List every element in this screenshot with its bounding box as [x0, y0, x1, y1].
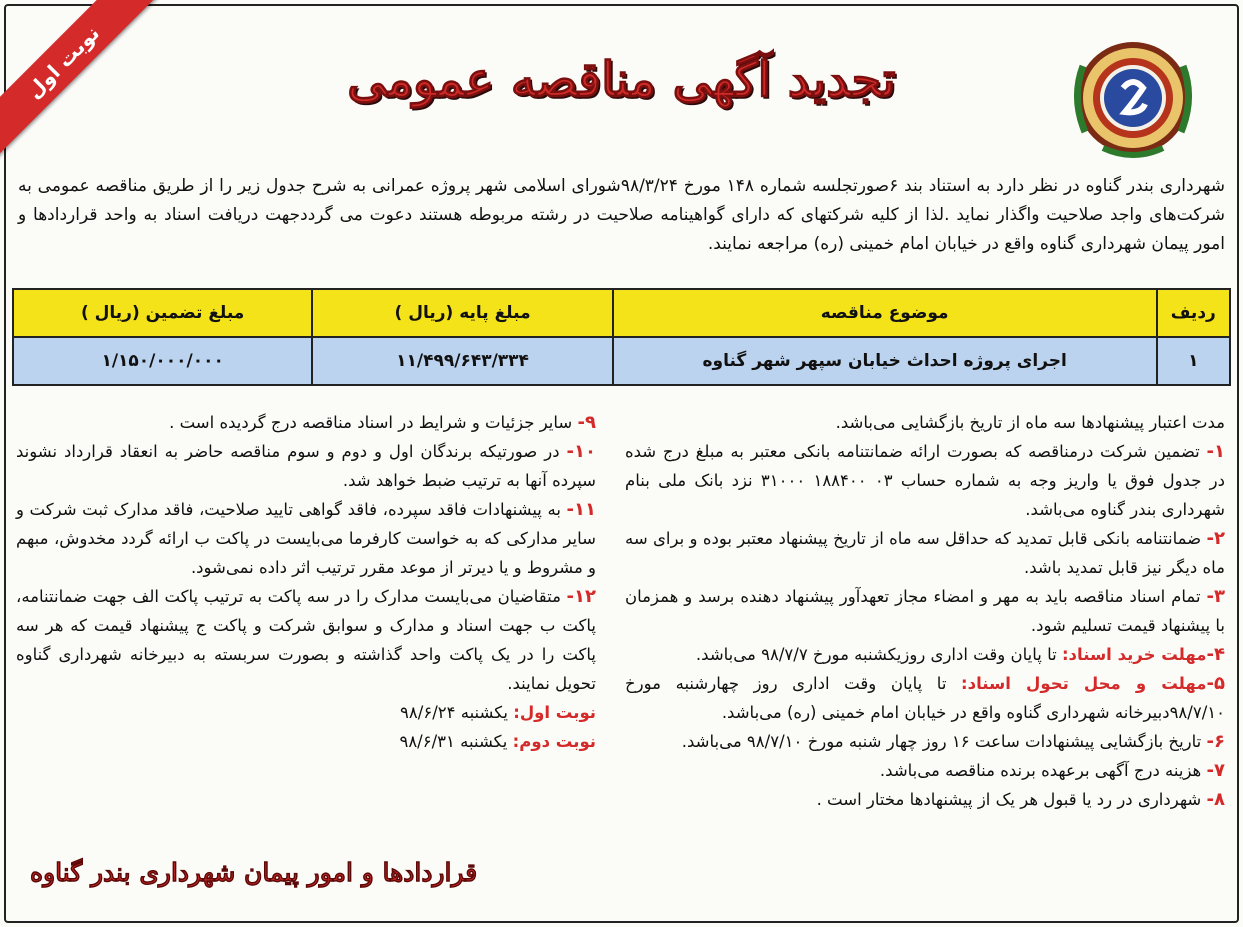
publication-date-first [16, 698, 596, 727]
publication-date-second [16, 727, 596, 756]
cell-base-amount: ۱۱/۴۹۹/۶۴۳/۳۳۴ [312, 337, 612, 385]
condition-item [625, 785, 1225, 814]
condition-text: هزینه درج آگهی برعهده برنده مناقصه می‌باشد. [879, 761, 1202, 780]
condition-label: مهلت و محل تحول اسناد: [961, 674, 1207, 693]
header-row-number: ردیف [1157, 289, 1230, 337]
cell-row-number: ۱ [1157, 337, 1230, 385]
condition-item [16, 408, 596, 437]
condition-item [16, 437, 596, 495]
date-value: یکشنبه ۹۸/۶/۳۱ [399, 732, 508, 751]
date-value: یکشنبه ۹۸/۶/۲۴ [400, 703, 508, 722]
condition-number: ۲- [1206, 528, 1225, 549]
validity-text: مدت اعتبار پیشنهادها سه ماه از تاریخ بازگشایی می‌باشد. [835, 413, 1225, 432]
condition-item [16, 582, 596, 698]
condition-text: در صورتیکه برندگان اول و دوم و سوم مناقصه حاضر به انعقاد قرارداد نشوند سپرده آنها به ترتیب ضبط خواهد شد. [16, 442, 596, 490]
intro-paragraph: شهرداری بندر گناوه در نظر دارد به استناد بند ۶صورتجلسه شماره ۱۴۸ مورخ ۹۸/۳/۲۴شورای اسلامی شهر پروژه عمرانی به شرح جدول زیر را از طریق مناقصه عمومی به شرکت‌های واجد صلاحیت واگذار نماید .لذا از کلیه شرکتهای که دارای گواهینامه صلاحیت در رشته مربوطه هستند دعوت می گرددجهت دریافت اسناد به واحد قراردادها و امور پیمان شهرداری گناوه واقع در خیابان امام خمینی (ره) مراجعه نمایند. [18, 176, 1225, 254]
condition-text: شهرداری در رد یا قبول هر یک از پیشنهادها مختار است . [816, 790, 1202, 809]
condition-text: تا پایان وقت اداری روزیکشنبه مورخ ۹۸/۷/۷ می‌باشد. [695, 645, 1057, 664]
condition-number: ۴- [1206, 644, 1225, 665]
condition-text: تاریخ بازگشایی پیشنهادات ساعت ۱۶ روز چهار شنبه مورخ ۹۸/۷/۱۰ می‌باشد. [681, 732, 1202, 751]
condition-text: ضمانتنامه بانکی قابل تمدید که حداقل سه ماه از تاریخ پیشنهاد معتبر بوده و برای سه ماه دیگر نیز قابل تمدید باشد. [625, 529, 1225, 577]
condition-number: ۶- [1206, 731, 1225, 752]
condition-number: ۱۲- [566, 586, 596, 607]
municipality-emblem-icon [1063, 36, 1203, 166]
condition-item [625, 640, 1225, 669]
condition-text: متقاضیان می‌بایست مدارک را در سه پاکت به ترتیب پاکت الف جهت ضمانتنامه، پاکت ب جهت اسناد و مدارک و سوابق شرکت و پاکت ج پیشنهاد قیمت که هر سه پاکت را در یک پاکت واحد گذاشته و بصورت سربسته به دبیرخانه شهرداری گناوه تحویل نمایند. [16, 587, 596, 693]
condition-label: مهلت خرید اسناد: [1061, 645, 1207, 664]
conditions-right-column [625, 408, 1225, 814]
condition-number: ۱- [1206, 441, 1226, 462]
date-label: نوبت اول: [513, 703, 596, 722]
condition-item [16, 495, 596, 582]
cell-guarantee-amount: ۱/۱۵۰/۰۰۰/۰۰۰ [13, 337, 312, 385]
condition-number: ۸- [1206, 789, 1225, 810]
table-row [13, 337, 1230, 385]
condition-number: ۱۱- [566, 499, 596, 520]
condition-text: تا پایان وقت اداری روز چهارشنبه مورخ ۹۸/۷/۱۰دبیرخانه شهرداری گناوه واقع در خیابان امام خمینی (ره) می‌باشد. [625, 674, 1225, 722]
conditions-left-column [16, 408, 596, 756]
condition-item [625, 756, 1225, 785]
page-title: تجدید آگهی مناقصه عمومی [347, 52, 896, 108]
tender-table [12, 288, 1231, 386]
condition-number: ۱۰- [566, 441, 596, 462]
header-guarantee-amount: مبلغ تضمین (ریال ) [13, 289, 312, 337]
date-label: نوبت دوم: [512, 732, 596, 751]
condition-text: سایر جزئیات و شرایط در اسناد مناقصه درج گردیده است . [169, 413, 573, 432]
condition-item [625, 524, 1225, 582]
condition-number: ۷- [1206, 760, 1225, 781]
condition-item [625, 727, 1225, 756]
cell-subject: اجرای پروژه احداث خیابان سپهر شهر گناوه [613, 337, 1157, 385]
condition-item [625, 582, 1225, 640]
condition-number: ۵- [1206, 673, 1226, 694]
first-round-ribbon: نوبت اول [0, 0, 158, 157]
condition-item [625, 669, 1225, 727]
condition-number: ۹- [577, 412, 596, 433]
condition-number: ۳- [1206, 586, 1225, 607]
condition-item [625, 437, 1225, 524]
footer-signature: قراردادها و امور پیمان شهرداری بندر گناوه [30, 858, 478, 887]
condition-text: به پیشنهادات فاقد سپرده، فاقد گواهی تایید صلاحیت، فاقد مدارک ثبت شرکت و سایر مدارکی که به خواست کارفرما می‌بایست در پاکت ب ارائه گردد مخدوش، مبهم و مشروط و یا دیرتر از موعد مقرر ترتیب اثر داده نمی‌شود. [16, 500, 596, 577]
header-base-amount: مبلغ پایه (ریال ) [312, 289, 612, 337]
header-subject: موضوع مناقصه [613, 289, 1157, 337]
ribbon-corner [0, 0, 160, 160]
condition-text: تمام اسناد مناقصه باید به مهر و امضاء مجاز تعهدآور پیشنهاد دهنده برسد و همزمان با پیشنهاد قیمت تسلیم شود. [625, 587, 1225, 635]
condition-text: تضمین شرکت درمناقصه که بصورت ارائه ضمانتنامه بانکی معتبر به مبلغ درج شده در جدول فوق یا واریز وجه به شماره حساب ۰۳ ۱۸۸۴۰۰ ۳۱۰۰۰ نزد بانک ملی بنام شهرداری بندر گناوه می‌باشد. [625, 442, 1225, 519]
